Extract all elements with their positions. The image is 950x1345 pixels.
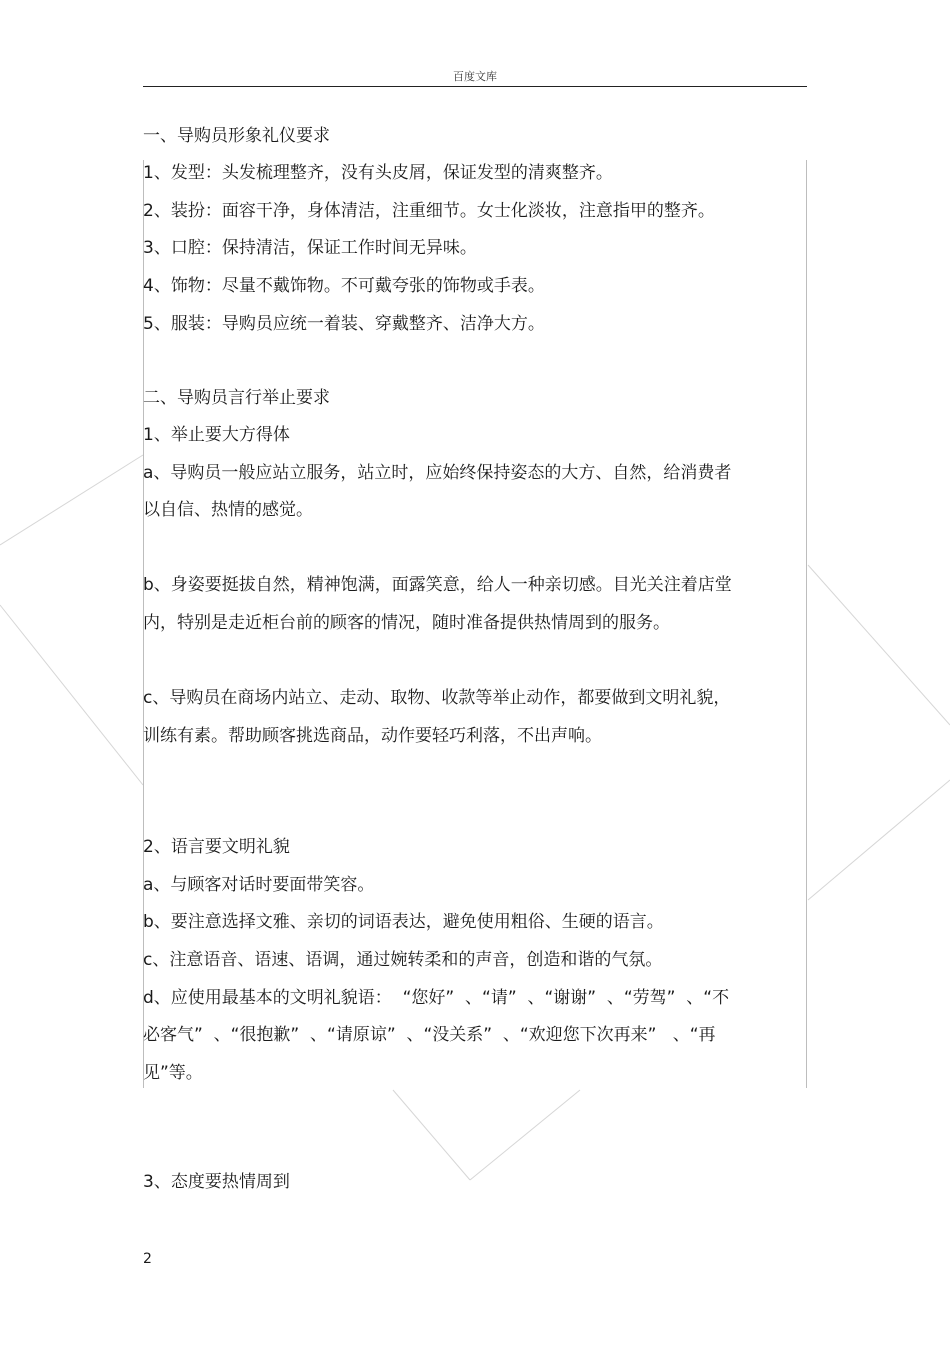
section-2-title: 二、导购员言行举止要求 xyxy=(143,388,330,408)
section-1-item-3: 3、口腔：保持清洁，保证工作时间无异味。 xyxy=(143,238,477,258)
paragraph-a-line-2: 以自信、热情的感觉。 xyxy=(143,500,313,520)
section-1-item-2: 2、装扮：面容干净，身体清洁，注重细节。女士化淡妆，注意指甲的整齐。 xyxy=(143,201,715,221)
paragraph-c-line-1: c、导购员在商场内站立、走动、取物、收款等举止动作，都要做到文明礼貌， xyxy=(143,688,731,708)
speech-item-d-line-3: 见”等。 xyxy=(143,1063,203,1083)
section-1-item-5: 5、服装：导购员应统一着装、穿戴整齐、洁净大方。 xyxy=(143,314,545,334)
section-2-heading-1: 1、举止要大方得体 xyxy=(143,425,290,445)
paragraph-b-line-2: 内，特别是走近柜台前的顾客的情况，随时准备提供热情周到的服务。 xyxy=(143,613,670,633)
section-1-title: 一、导购员形象礼仪要求 xyxy=(143,126,330,146)
section-1-item-4: 4、饰物：尽量不戴饰物。不可戴夸张的饰物或手表。 xyxy=(143,276,545,296)
header-rule xyxy=(143,86,807,87)
section-2-heading-2: 2、语言要文明礼貌 xyxy=(143,837,290,857)
section-1-item-1: 1、发型：头发梳理整齐，没有头皮屑，保证发型的清爽整齐。 xyxy=(143,163,613,183)
paragraph-b-line-1: b、身姿要挺拔自然，精神饱满，面露笑意，给人一种亲切感。目光关注着店堂 xyxy=(143,575,732,595)
speech-item-d-line-2: 必客气” 、“很抱歉” 、“请原谅” 、“没关系” 、“欢迎您下次再来” 、“再 xyxy=(143,1025,716,1045)
speech-item-a: a、与顾客对话时要面带笑容。 xyxy=(143,875,375,895)
speech-item-b: b、要注意选择文雅、亲切的词语表达，避免使用粗俗、生硬的语言。 xyxy=(143,912,664,932)
section-2-heading-3: 3、态度要热情周到 xyxy=(143,1172,290,1192)
speech-item-c: c、注意语音、语速、语调，通过婉转柔和的声音，创造和谐的气氛。 xyxy=(143,950,663,970)
right-margin-line xyxy=(806,160,807,1088)
header-title: 百度文库 xyxy=(453,70,497,83)
speech-item-d-line-1: d、应使用最基本的文明礼貌语： “您好” 、“请” 、“谢谢” 、“劳驾” 、“不 xyxy=(143,988,730,1008)
page-number: 2 xyxy=(143,1251,152,1267)
paragraph-a-line-1: a、导购员一般应站立服务，站立时，应始终保持姿态的大方、自然，给消费者 xyxy=(143,463,732,483)
paragraph-c-line-2: 训练有素。帮助顾客挑选商品，动作要轻巧利落，不出声响。 xyxy=(143,726,602,746)
